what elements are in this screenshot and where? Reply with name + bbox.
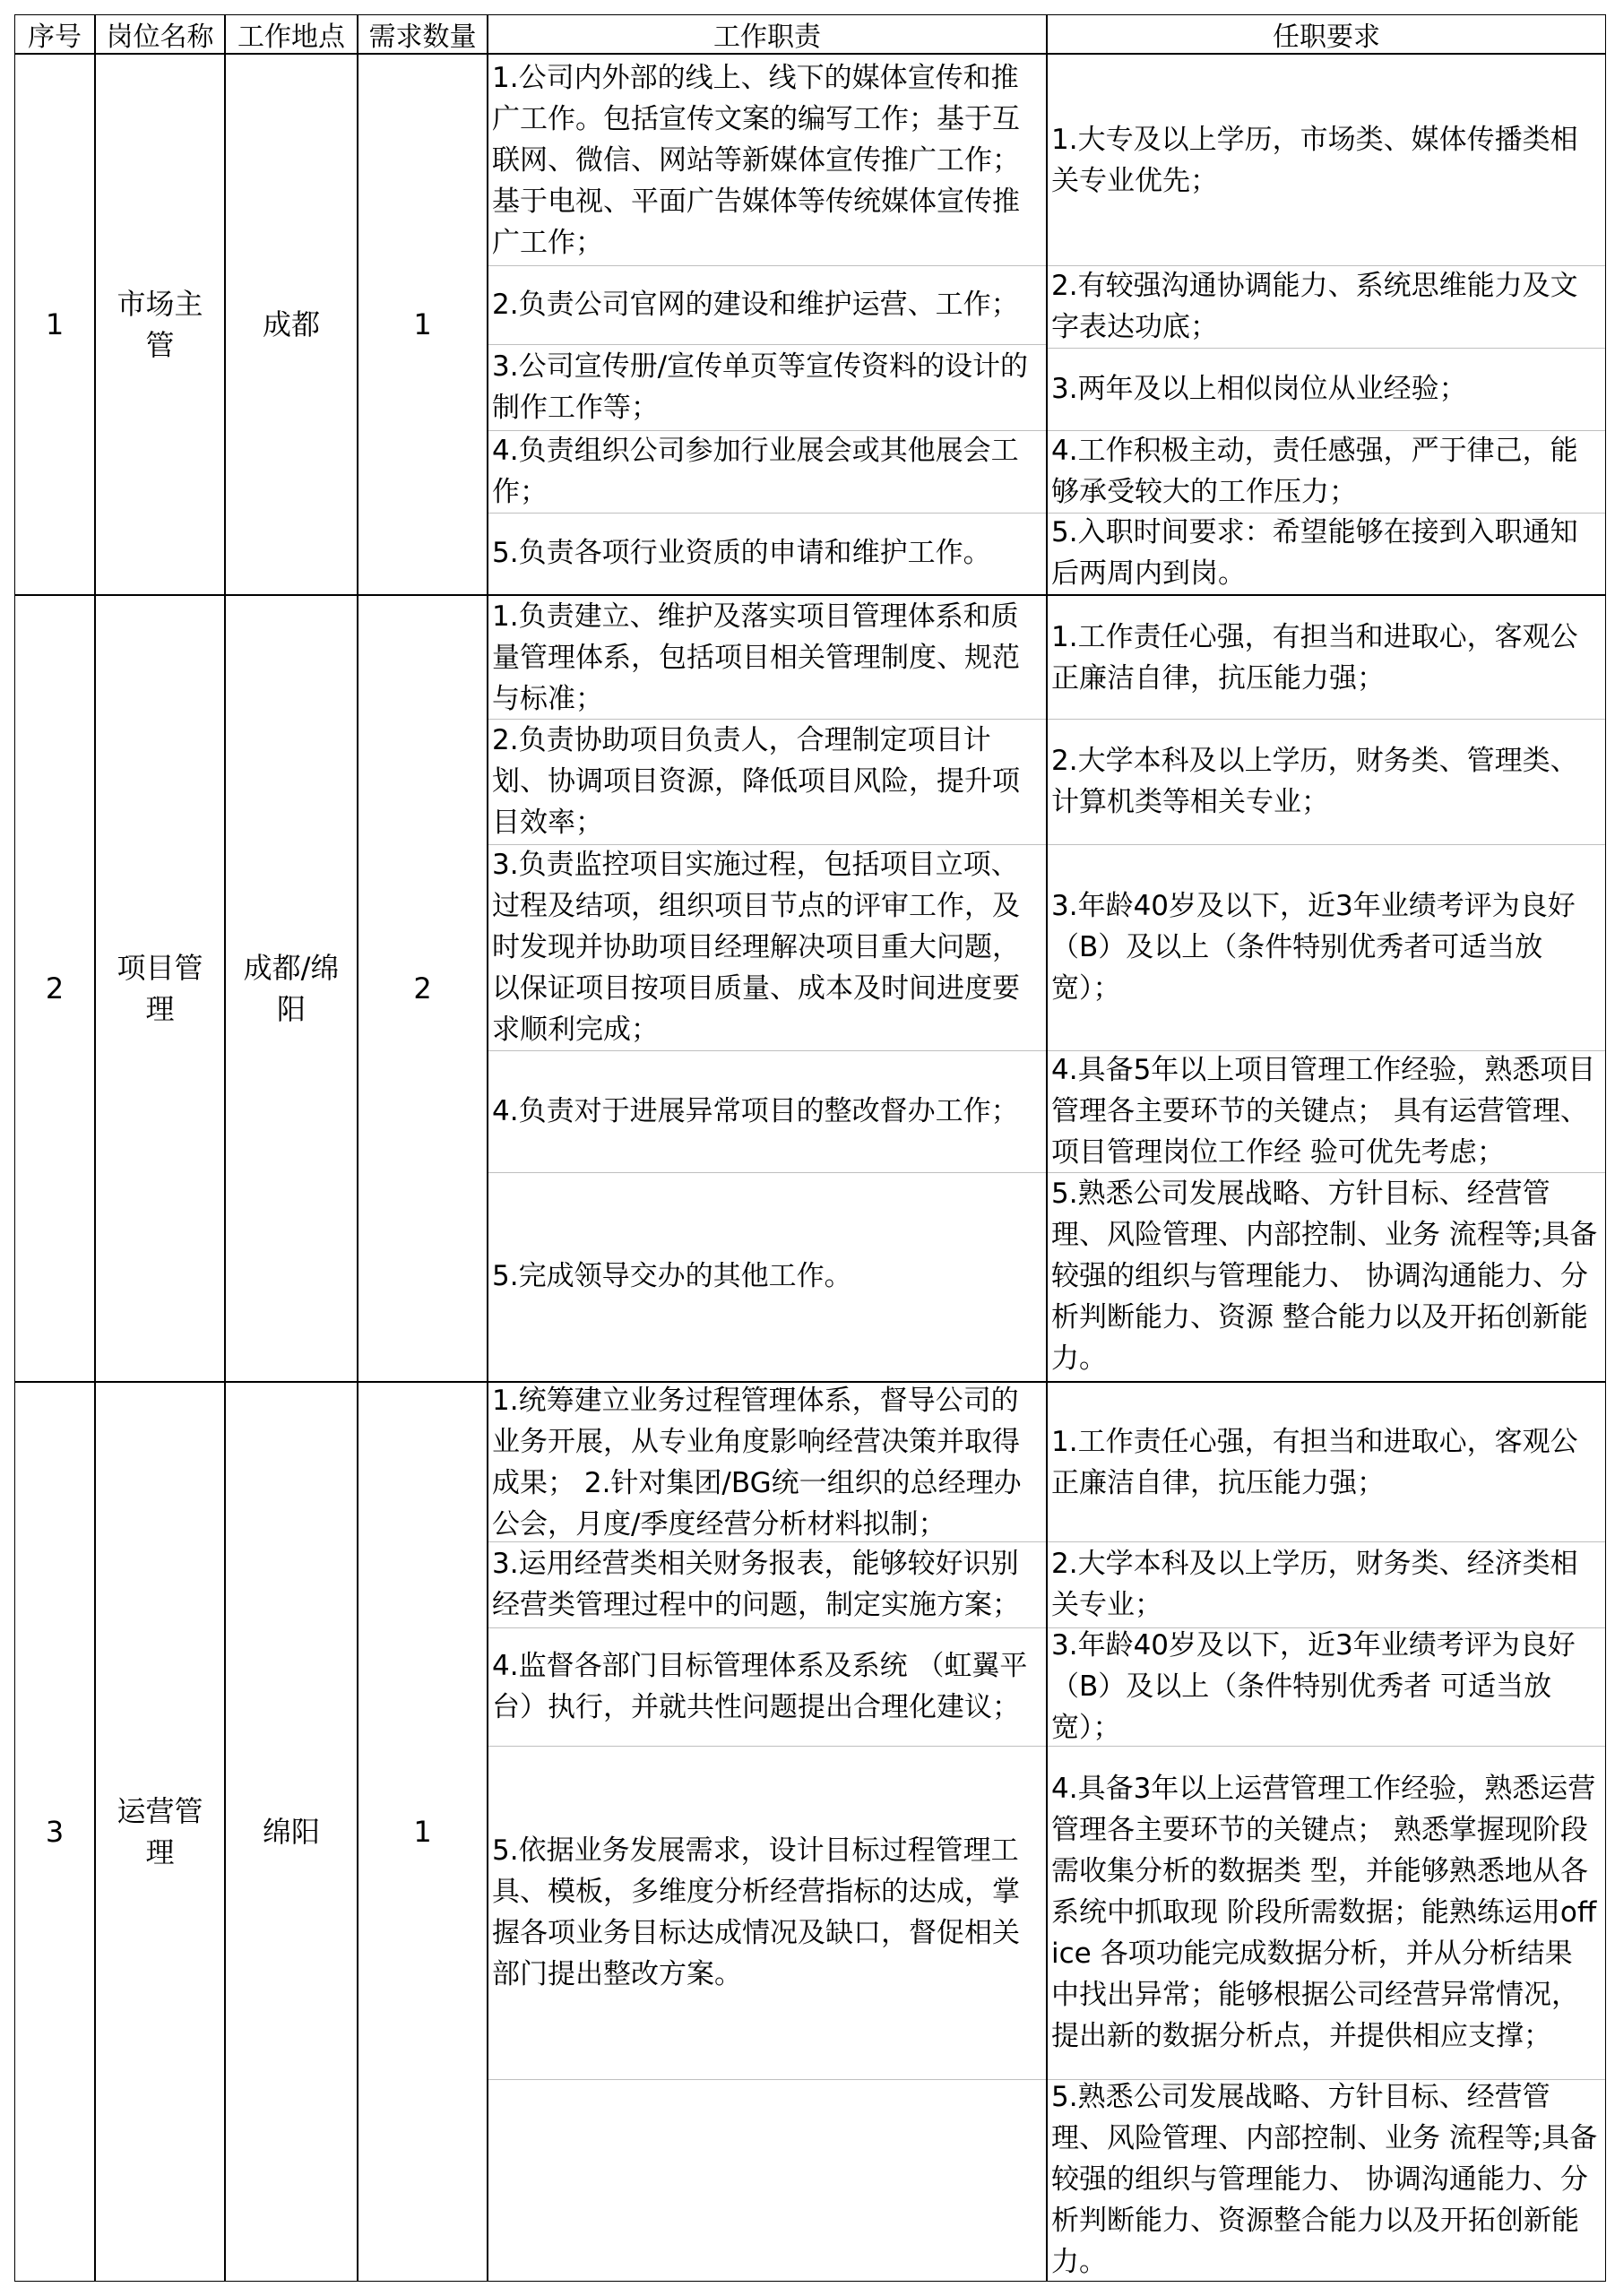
- row2-position: 项目管理: [95, 595, 225, 1382]
- row1-count: 1: [358, 54, 488, 595]
- row2-duty-5: 5.完成领导交办的其他工作。: [492, 1260, 852, 1292]
- row2-req-5: 5.熟悉公司发展战略、方针目标、经营管理、风险管理、内部控制、业务 流程等;具备较强的组织与管理能力、 协调沟通能力、分析判断能力、资源 整合能力以及开拓创新能力。: [1051, 1178, 1598, 1375]
- row1-req-4: 4.工作积极主动，责任感强，严于律己，能够承受较大的工作压力；: [1051, 435, 1578, 508]
- row3-no: 3: [14, 1382, 95, 2282]
- row3-req-3: 3.年龄40岁及以下，近3年业绩考评为良好（B）及以上（条件特别优秀者 可适当放宽）；: [1051, 1629, 1576, 1744]
- row1-req-5: 5.入职时间要求：希望能够在接到入职通知后两周内到岗。: [1051, 516, 1578, 590]
- row3-duty-1: 1.统筹建立业务过程管理体系，督导公司的业务开展，从专业角度影响经营决策并取得成果； 2.针对集团/BG统一组织的总经理办公会，月度/季度经营分析材料拟制；: [492, 1385, 1022, 1541]
- header-duties: 工作职责: [488, 14, 1047, 54]
- row1-no: 1: [14, 54, 95, 595]
- row2-req-2: 2.大学本科及以上学历，财务类、管理类、计算机类等相关专业；: [1051, 745, 1578, 818]
- row3-duty-2: 3.运用经营类相关财务报表，能够较好识别经营类管理过程中的问题，制定实施方案；: [492, 1548, 1020, 1621]
- row2-duty-2: 2.负责协助项目负责人，合理制定项目计划、协调项目资源，降低项目风险，提升项目效率；: [492, 724, 1020, 839]
- row1-duty-2: 2.负责公司官网的建设和维护运营、工作；: [492, 289, 1019, 321]
- row3-req-4: 4.具备3年以上运营管理工作经验，熟悉运营管理各主要环节的关键点； 熟悉掌握现阶段需收集分析的数据类 型，并能够熟悉地从各系统中抓取现 阶段所需数据；能熟练运用office 各项功能完成数据分析，并从分析结果中找出异常；能够根据公司经营异常情况，提出新的数据分析点，并提供相应支撑；: [1051, 1773, 1597, 2052]
- row3-duty-5: [488, 2079, 1046, 2280]
- row3-duty-3: 4.监督各部门目标管理体系及系统 （虹翼平台）执行，并就共性问题提出合理化建议；: [492, 1650, 1028, 1723]
- row1-req-2: 2.有较强沟通协调能力、系统思维能力及文字表达功底；: [1051, 270, 1578, 343]
- row2-location: 成都/绵阳: [225, 595, 358, 1382]
- row2-no: 2: [14, 595, 95, 1382]
- header-position: 岗位名称: [95, 14, 225, 54]
- row1-position: 市场主管: [95, 54, 225, 595]
- row1-duty-3: 3.公司宣传册/宣传单页等宣传资料的设计的制作工作等；: [492, 350, 1029, 424]
- header-location: 工作地点: [225, 14, 358, 54]
- row3-req-2: 2.大学本科及以上学历，财务类、经济类相关专业；: [1051, 1548, 1578, 1621]
- row1-location: 成都: [225, 54, 358, 595]
- row1-req-1: 1.大专及以上学历，市场类、媒体传播类相关专业优先；: [1051, 124, 1578, 197]
- row2-req-3: 3.年龄40岁及以下，近3年业绩考评为良好（B）及以上（条件特别优秀者可适当放宽）；: [1051, 890, 1576, 1005]
- row1-duty-1: 1.公司内外部的线上、线下的媒体宣传和推广工作。包括宣传文案的编写工作；基于互联网、微信、网站等新媒体宣传推广工作；基于电视、平面广告媒体等传统媒体宣传推广工作；: [492, 62, 1020, 259]
- row1-duty-4: 4.负责组织公司参加行业展会或其他展会工作；: [492, 435, 1019, 508]
- row1-req-3: 3.两年及以上相似岗位从业经验；: [1051, 373, 1467, 405]
- row3-duty-4: 5.依据业务发展需求，设计目标过程管理工具、模板，多维度分析经营指标的达成，掌握各项业务目标达成情况及缺口，督促相关部门提出整改方案。: [492, 1834, 1020, 1990]
- row2-count: 2: [358, 595, 488, 1382]
- row3-location: 绵阳: [225, 1382, 358, 2282]
- row3-req-1: 1.工作责任心强，有担当和进取心，客观公正廉洁自律，抗压能力强；: [1051, 1426, 1578, 1499]
- row2-duty-1: 1.负责建立、维护及落实项目管理体系和质量管理体系，包括项目相关管理制度、规范与标准；: [492, 600, 1020, 715]
- row3-position: 运营管理: [95, 1382, 225, 2282]
- row3-req-5: 5.熟悉公司发展战略、方针目标、经营管理、风险管理、内部控制、业务 流程等;具备较强的组织与管理能力、 协调沟通能力、分析判断能力、资源整合能力以及开拓创新能力。: [1051, 2081, 1598, 2278]
- header-count: 需求数量: [358, 14, 488, 54]
- row2-req-4: 4.具备5年以上项目管理工作经验，熟悉项目管理各主要环节的关键点； 具有运营管理、项目管理岗位工作经 验可优先考虑；: [1051, 1054, 1596, 1169]
- row1-duty-5: 5.负责各项行业资质的申请和维护工作。: [492, 537, 991, 569]
- row3-count: 1: [358, 1382, 488, 2282]
- header-requirements: 任职要求: [1047, 14, 1606, 54]
- row2-req-1: 1.工作责任心强，有担当和进取心，客观公正廉洁自律，抗压能力强；: [1051, 621, 1578, 695]
- row2-duty-3: 3.负责监控项目实施过程，包括项目立项、过程及结项，组织项目节点的评审工作，及时发现并协助项目经理解决项目重大问题，以保证项目按项目质量、成本及时间进度要求顺利完成；: [492, 849, 1020, 1046]
- row2-duty-4: 4.负责对于进展异常项目的整改督办工作；: [492, 1095, 1019, 1127]
- header-no: 序号: [14, 14, 95, 54]
